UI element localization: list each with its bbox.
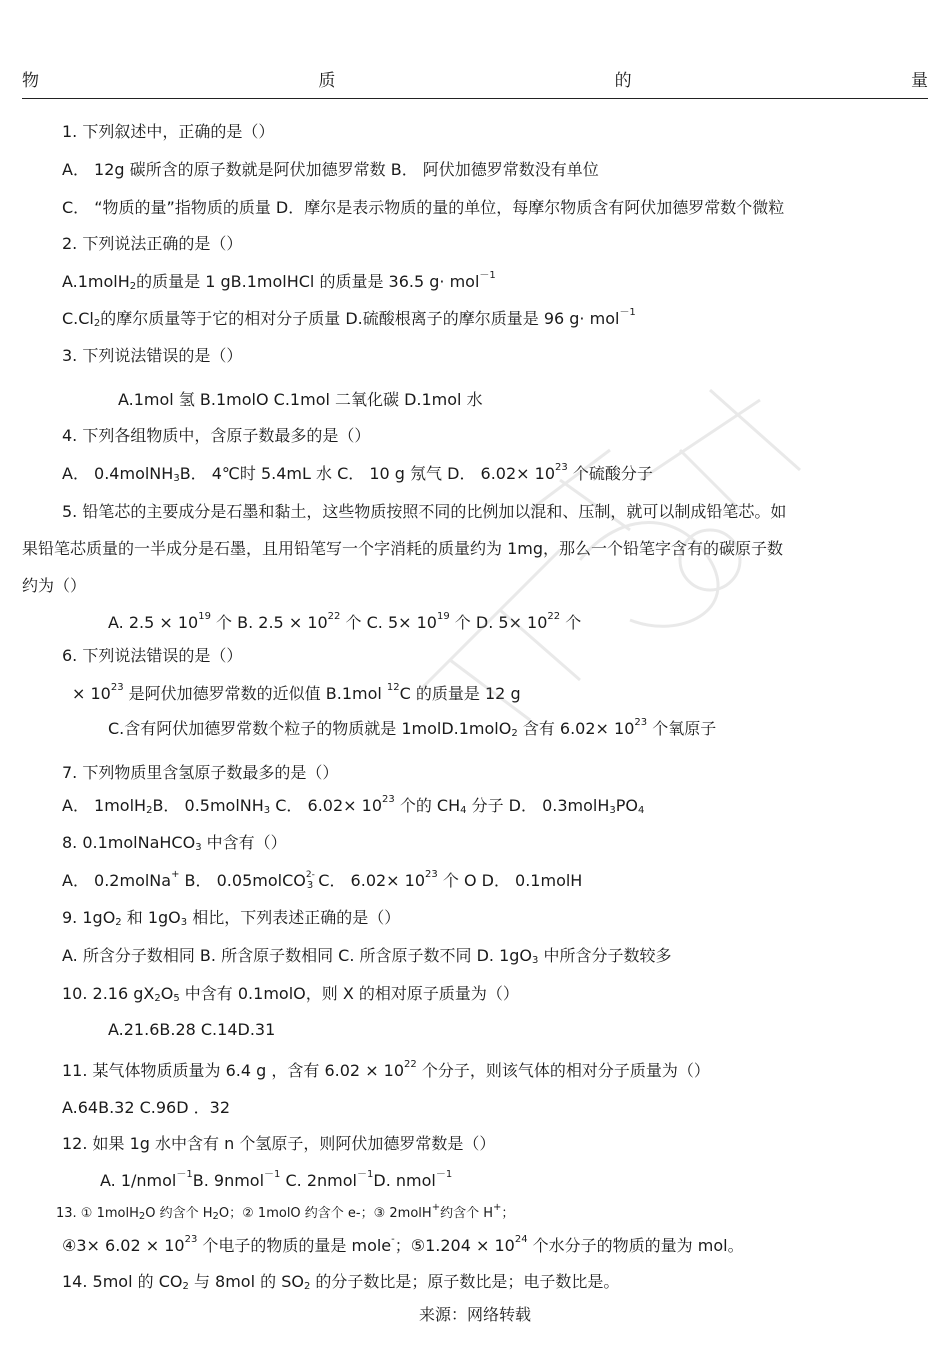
title-char: 质 bbox=[318, 71, 336, 91]
source-footer: 来源：网络转载 bbox=[418, 1305, 531, 1324]
question-6-options-ab: × $10^{23}$ 是阿伏加德罗常数的近似值 B.1mol $^{12}$C 的质量是 12 g bbox=[72, 682, 521, 703]
question-1-stem: 1. 下列叙述中，正确的是（） bbox=[62, 122, 275, 141]
question-13-line-1: 13. ① 1molH$_2$O 约含个 $H_2O$；② 1molO 约含个 e-；③ 2molH+约含个 H+； bbox=[56, 1202, 515, 1222]
page-title bbox=[22, 66, 928, 92]
question-1-options-ab: A． 12g 碳所含的原子数就是阿伏加德罗常数 B． 阿伏加德罗常数没有单位 bbox=[62, 160, 599, 179]
question-3-options: A.1mol 氢 B.1molO C.1mol 二氧化碳 D.1mol 水 bbox=[118, 390, 483, 409]
question-4-options: A． 0.4molNH$_3$B． 4℃时 5.4mL 水 C． 10 g 氖气 D． $6.02\times 10^{23}$ 个硫酸分子 bbox=[62, 462, 653, 484]
question-1-options-cd: C． “物质的量”指物质的质量 D．摩尔是表示物质的量的单位，每摩尔物质含有阿伏加德罗常数个微粒 bbox=[62, 198, 785, 217]
question-10-options: A.21.6B.28 C.14D.31 bbox=[108, 1020, 276, 1039]
question-9-options: A. 所含分子数相同 B. 所含原子数相同 C. 所含原子数不同 D. $1gO_3$ 中所含分子数较多 bbox=[62, 946, 672, 966]
question-2-options-ab: A.1molH$_2$的质量是 1 gB.1molHCl 的质量是 36.5 g· mol$^{-1}$ bbox=[62, 270, 496, 292]
question-12-options: A. 1/nmol$^{-1}$B. 9nmol$^{-1}$ C. 2nmol$^{-1}$D. nmol$^{-1}$ bbox=[100, 1169, 453, 1190]
question-11-stem: 11. 某气体物质质量为 6.4 g ，含有 $6.02 \times 10^{22}$ 个分子，则该气体的相对分子质量为（） bbox=[62, 1059, 710, 1080]
header-rule bbox=[22, 98, 928, 99]
title-char: 物 bbox=[22, 71, 39, 91]
question-4-stem: 4. 下列各组物质中，含原子数最多的是（） bbox=[62, 426, 371, 445]
question-14-stem: 14. 5mol 的 $CO_2$ 与 8mol 的 $SO_2$ 的分子数比是；原子数比是；电子数比是。 bbox=[62, 1272, 620, 1292]
question-6-stem: 6. 下列说法错误的是（） bbox=[62, 646, 243, 665]
question-12-stem: 12. 如果 1g 水中含有 n 个氢原子，则阿伏加德罗常数是（） bbox=[62, 1134, 496, 1153]
question-7-stem: 7. 下列物质里含氢原子数最多的是（） bbox=[62, 763, 339, 782]
question-13-line-2: ④3× $6.02 \times 10^{23}$ 个电子的物质的量是 mole-；⑤1.204 × $10^{24}$ 个水分子的物质的量为 mol。 bbox=[62, 1234, 744, 1255]
question-5-options: A. $2.5 \times 10^{19}$ 个 B. $2.5 \times 10^{22}$ 个 C. $5\times 10^{19}$ 个 D. $5\times 10^{22}$ 个 bbox=[108, 611, 582, 632]
question-8-options: A． 0.2molNa+ B． 0.05molCO$^{2-}_3$ C． $6.02\times 10^{23}$ 个 O D． 0.1molH bbox=[62, 869, 583, 891]
question-9-stem: 9. $1gO_2$ 和 $1gO_3$ 相比，下列表述正确的是（） bbox=[62, 908, 401, 928]
title-char: 的 bbox=[614, 71, 632, 91]
question-6-options-cd: C.含有阿伏加德罗常数个粒子的物质就是 1molD.1molO$_2$ 含有 $6.02\times 10^{23}$ 个氧原子 bbox=[108, 717, 717, 739]
question-3-stem: 3. 下列说法错误的是（） bbox=[62, 346, 243, 365]
question-11-options: A.64B.32 C.96D ．32 bbox=[62, 1098, 231, 1117]
question-7-options: A． 1molH$_2$B． 0.5molNH$_3$ C． $6.02\times 10^{23}$ 个的 $CH_4$ 分子 D． $0.3molH_3PO_4$ bbox=[62, 794, 645, 816]
question-10-stem: 10. 2.16 $gX_2O_5$ 中含有 0.1molO，则 X 的相对原子质量为（） bbox=[62, 984, 519, 1004]
question-5-line-1: 5. 铅笔芯的主要成分是石墨和黏土，这些物质按照不同的比例加以混和、压制，就可以制成铅笔芯。如 bbox=[62, 502, 787, 521]
question-5-line-2: 果铅笔芯质量的一半成分是石墨，且用铅笔写一个字消耗的质量约为 1mg，那么一个铅笔字含有的碳原子数 bbox=[22, 539, 784, 558]
question-2-options-cd: $C.Cl_2$的摩尔质量等于它的相对分子质量 D.硫酸根离子的摩尔质量是 96 g· mol$^{-1}$ bbox=[62, 307, 636, 329]
question-2-stem: 2. 下列说法正确的是（） bbox=[62, 234, 243, 253]
question-5-line-3: 约为（） bbox=[22, 576, 87, 595]
title-char: 量 bbox=[910, 71, 928, 91]
question-8-stem: 8. 0.1molNaHCO$_3$ 中含有（） bbox=[62, 833, 287, 853]
